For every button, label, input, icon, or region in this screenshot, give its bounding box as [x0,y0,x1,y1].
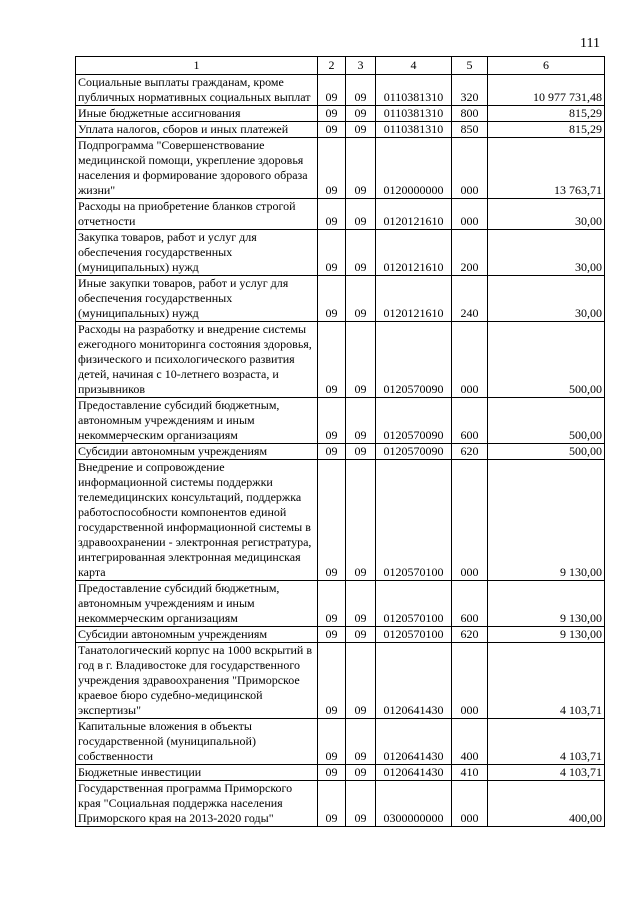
subsection-cell: 09 [346,719,376,765]
table-row [76,122,605,138]
subsection-cell: 09 [346,781,376,827]
row-name-cell: Закупка товаров, работ и услуг для обеспечения государственных (муниципальных) нужд [76,230,318,276]
subsection-cell: 09 [346,122,376,138]
expense-type-cell: 240 [452,276,488,322]
column-header: 3 [346,57,376,75]
section-cell: 09 [318,781,346,827]
amount-cell: 9 130,00 [488,460,605,581]
table-row [76,581,605,627]
target-code-cell: 0120570090 [376,444,452,460]
target-code-cell: 0300000000 [376,781,452,827]
expense-type-cell: 200 [452,230,488,276]
expense-type-cell: 850 [452,122,488,138]
row-name-cell: Расходы на приобретение бланков строгой отчетности [76,199,318,230]
expense-type-cell: 620 [452,627,488,643]
table-row [76,460,605,581]
row-name-cell: Внедрение и сопровождение информационной системы поддержки телемедицинских консультаций, поддержка работоспособности компонентов единой государственной информационной системы в здравоохранении - электронная регистратура, интегрированная электронная медицинская карта [76,460,318,581]
table-row [76,781,605,827]
row-name-cell: Бюджетные инвестиции [76,765,318,781]
column-header: 6 [488,57,605,75]
subsection-cell: 09 [346,643,376,719]
table-row [76,627,605,643]
table-row [76,322,605,398]
amount-cell: 9 130,00 [488,627,605,643]
subsection-cell: 09 [346,581,376,627]
expense-type-cell: 000 [452,138,488,199]
table-row [76,75,605,106]
target-code-cell: 0120570090 [376,322,452,398]
subsection-cell: 09 [346,199,376,230]
section-cell: 09 [318,719,346,765]
row-name-cell: Государственная программа Приморского края "Социальная поддержка населения Приморского края на 2013-2020 годы" [76,781,318,827]
target-code-cell: 0120641430 [376,719,452,765]
section-cell: 09 [318,444,346,460]
amount-cell: 13 763,71 [488,138,605,199]
amount-cell: 30,00 [488,276,605,322]
amount-cell: 815,29 [488,122,605,138]
subsection-cell: 09 [346,398,376,444]
amount-cell: 815,29 [488,106,605,122]
row-name-cell: Субсидии автономным учреждениям [76,627,318,643]
target-code-cell: 0110381310 [376,106,452,122]
amount-cell: 4 103,71 [488,765,605,781]
amount-cell: 4 103,71 [488,643,605,719]
table-row [76,138,605,199]
target-code-cell: 0110381310 [376,122,452,138]
column-header: 1 [76,57,318,75]
subsection-cell: 09 [346,230,376,276]
section-cell: 09 [318,643,346,719]
subsection-cell: 09 [346,106,376,122]
budget-table [75,56,605,827]
section-cell: 09 [318,765,346,781]
section-cell: 09 [318,199,346,230]
amount-cell: 500,00 [488,322,605,398]
expense-type-cell: 410 [452,765,488,781]
column-header: 2 [318,57,346,75]
row-name-cell: Предоставление субсидий бюджетным, автономным учреждениям и иным некоммерческим организациям [76,581,318,627]
amount-cell: 500,00 [488,444,605,460]
expense-type-cell: 000 [452,643,488,719]
page-number: 111 [580,36,600,51]
row-name-cell: Иные бюджетные ассигнования [76,106,318,122]
row-name-cell: Социальные выплаты гражданам, кроме публичных нормативных социальных выплат [76,75,318,106]
amount-cell: 500,00 [488,398,605,444]
row-name-cell: Субсидии автономным учреждениям [76,444,318,460]
section-cell: 09 [318,581,346,627]
table-row [76,276,605,322]
expense-type-cell: 000 [452,781,488,827]
subsection-cell: 09 [346,460,376,581]
section-cell: 09 [318,138,346,199]
header-row [76,57,605,75]
section-cell: 09 [318,122,346,138]
expense-type-cell: 000 [452,460,488,581]
column-header: 5 [452,57,488,75]
table-row [76,765,605,781]
section-cell: 09 [318,106,346,122]
target-code-cell: 0120121610 [376,276,452,322]
table-row [76,444,605,460]
expense-type-cell: 620 [452,444,488,460]
amount-cell: 10 977 731,48 [488,75,605,106]
row-name-cell: Уплата налогов, сборов и иных платежей [76,122,318,138]
table-row [76,398,605,444]
row-name-cell: Подпрограмма "Совершенствование медицинской помощи, укрепление здоровья населения и формирование здорового образа жизни" [76,138,318,199]
subsection-cell: 09 [346,444,376,460]
amount-cell: 400,00 [488,781,605,827]
row-name-cell: Танатологический корпус на 1000 вскрытий в год в г. Владивостоке для государственного учреждения здравоохранения "Приморское краевое бюро судебно-медицинской экспертизы" [76,643,318,719]
subsection-cell: 09 [346,765,376,781]
expense-type-cell: 600 [452,398,488,444]
target-code-cell: 0120641430 [376,765,452,781]
target-code-cell: 0120570100 [376,627,452,643]
amount-cell: 30,00 [488,230,605,276]
target-code-cell: 0120641430 [376,643,452,719]
target-code-cell: 0120121610 [376,230,452,276]
section-cell: 09 [318,276,346,322]
target-code-cell: 0120570100 [376,581,452,627]
expense-type-cell: 800 [452,106,488,122]
expense-type-cell: 320 [452,75,488,106]
subsection-cell: 09 [346,75,376,106]
table-row [76,106,605,122]
table-row [76,199,605,230]
target-code-cell: 0120000000 [376,138,452,199]
amount-cell: 9 130,00 [488,581,605,627]
row-name-cell: Расходы на разработку и внедрение системы ежегодного мониторинга состояния здоровья, физического и психологического развития детей, начиная с 10-летнего возраста, и призывников [76,322,318,398]
table-row [76,719,605,765]
target-code-cell: 0120570100 [376,460,452,581]
subsection-cell: 09 [346,627,376,643]
expense-type-cell: 400 [452,719,488,765]
section-cell: 09 [318,322,346,398]
row-name-cell: Капитальные вложения в объекты государственной (муниципальной) собственности [76,719,318,765]
table-row [76,643,605,719]
section-cell: 09 [318,460,346,581]
expense-type-cell: 600 [452,581,488,627]
expense-type-cell: 000 [452,199,488,230]
section-cell: 09 [318,230,346,276]
subsection-cell: 09 [346,322,376,398]
target-code-cell: 0110381310 [376,75,452,106]
column-header: 4 [376,57,452,75]
amount-cell: 30,00 [488,199,605,230]
table-row [76,230,605,276]
target-code-cell: 0120570090 [376,398,452,444]
subsection-cell: 09 [346,276,376,322]
section-cell: 09 [318,627,346,643]
target-code-cell: 0120121610 [376,199,452,230]
subsection-cell: 09 [346,138,376,199]
row-name-cell: Предоставление субсидий бюджетным, автономным учреждениям и иным некоммерческим организациям [76,398,318,444]
section-cell: 09 [318,398,346,444]
row-name-cell: Иные закупки товаров, работ и услуг для обеспечения государственных (муниципальных) нужд [76,276,318,322]
section-cell: 09 [318,75,346,106]
expense-type-cell: 000 [452,322,488,398]
amount-cell: 4 103,71 [488,719,605,765]
